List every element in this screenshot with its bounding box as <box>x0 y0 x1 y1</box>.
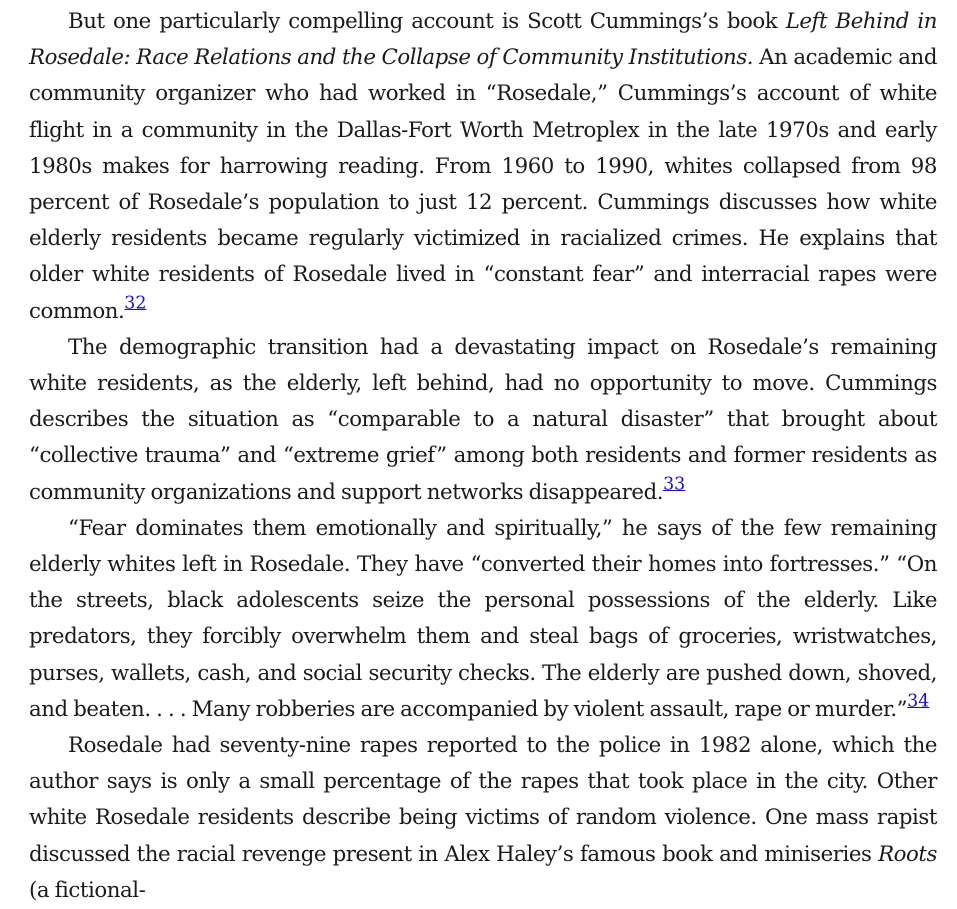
book-title: Roots <box>878 841 937 867</box>
paragraph-text: “Fear dominates them emotionally and spiritually,” he says of the few remaining elderly whites left in Rosedale. They have “converted their homes into fortresses.” “On the streets, black adolescents seize the personal possessions of the elderly. Like predators, they forcibly overwhelm them and steal bags of groceries, wristwatches, purses, wallets, cash, and social security checks. The elderly are pushed down, shoved, and beaten. . . . Many robberies are accompanied by violent assault, rape or murder.” <box>29 515 937 722</box>
footnote-link-33[interactable]: 33 <box>663 474 686 495</box>
paragraph <box>29 728 937 909</box>
paragraph <box>29 4 937 330</box>
footnote-link-34[interactable]: 34 <box>907 691 930 712</box>
footnote-link-32[interactable]: 32 <box>124 293 147 314</box>
paragraph-text: (a fictional- <box>29 877 146 903</box>
paragraph-text: An academic and community organizer who had worked in “Rosedale,” Cummings’s account of white flight in a community in the Dallas-Fort Worth Metroplex in the late 1970s and early 1980s makes for harrowing reading. From 1960 to 1990, whites collapsed from 98 percent of Rosedale’s population to just 12 percent. Cummings discusses how white elderly residents became regularly victimized in racialized crimes. He explains that older white residents of Rosedale lived in “constant fear” and interracial rapes were common. <box>29 45 938 324</box>
paragraph <box>29 330 937 511</box>
paragraph <box>29 511 937 728</box>
book-title: Left Behind in Rosedale: Race Relations and the Collapse of Community Institutions. <box>29 9 937 71</box>
paragraph-text: The demographic transition had a devastating impact on Rosedale’s remaining white residents, as the elderly, left behind, had no opportunity to move. Cummings describes the situation as “comparable to a natural disaster” that brought about “collective trauma” and “extreme grief” among both residents and former residents as community organizations and support networks disappeared. <box>29 334 937 505</box>
paragraph-text: But one particularly compelling account is Scott Cummings’s book <box>68 9 786 34</box>
paragraph-text: Rosedale had seventy-nine rapes reported to the police in 1982 alone, which the author says is only a small percentage of the rapes that took place in the city. Other white Rosedale residents describe being victims of random violence. One mass rapist discussed the racial revenge present in Alex Haley’s famous book and miniseries <box>29 733 937 867</box>
document-page <box>29 4 937 909</box>
